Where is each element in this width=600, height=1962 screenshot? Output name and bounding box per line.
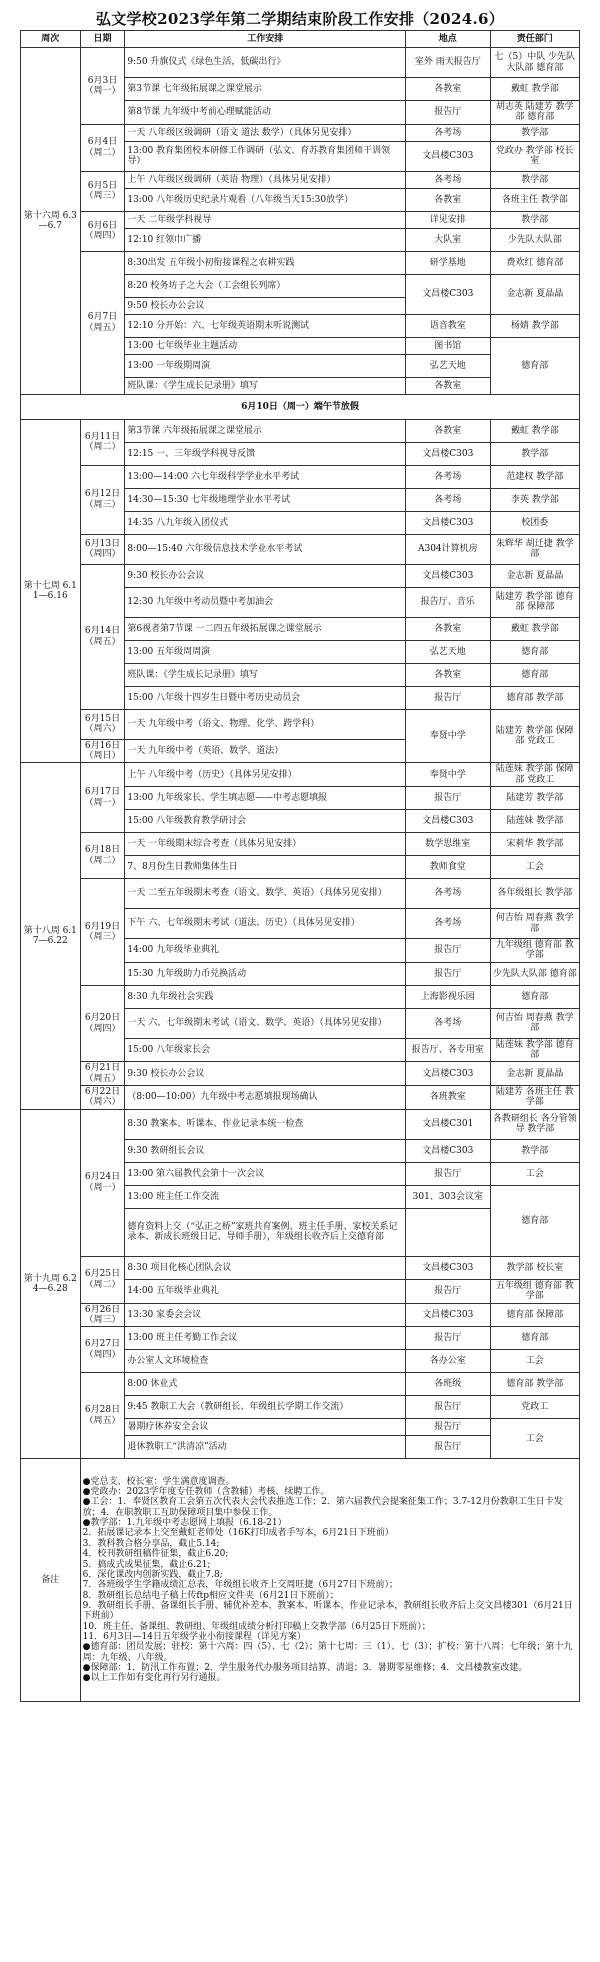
location-cell: 报告厅 bbox=[406, 101, 490, 125]
dept-cell: 七（5）中队 少先队大队部 德育部 bbox=[490, 48, 579, 78]
date-cell: 6月25日（周二） bbox=[80, 1256, 125, 1303]
location-cell: 报告厅、音乐 bbox=[406, 587, 490, 617]
dept-cell: 德育部 教学部 bbox=[490, 686, 579, 709]
task-cell: 一天 九年级中考（英语、数学、道法） bbox=[125, 739, 406, 763]
dept-cell: 金志新 夏晶晶 bbox=[490, 1062, 579, 1086]
table-row bbox=[21, 419, 580, 442]
task-cell: 8:30 项目化核心团队会议 bbox=[125, 1256, 406, 1279]
task-cell: 第8节课 九年级中考前心理赋能活动 bbox=[125, 101, 406, 125]
task-cell: 8:00—15:40 六年级信息技术学业水平考试 bbox=[125, 534, 406, 564]
header-dept: 责任部门 bbox=[490, 31, 579, 48]
location-cell: 各考场 bbox=[406, 909, 490, 939]
location-cell: 文昌楼C303 bbox=[406, 810, 490, 833]
note-line: ●教学部：1.九年级中考志愿网上填报（6.18-21） bbox=[82, 1518, 287, 1529]
table-row bbox=[21, 465, 580, 488]
table-row bbox=[21, 709, 580, 739]
date-cell: 6月13日（周四） bbox=[80, 534, 125, 564]
location-cell: 研学基地 bbox=[406, 251, 490, 274]
table-row bbox=[21, 763, 580, 787]
location-cell: 各教室 bbox=[406, 377, 490, 394]
date-cell: 6月11日（周二） bbox=[80, 419, 125, 465]
location-cell: 语音教室 bbox=[406, 314, 490, 337]
location-cell: 奉贤中学 bbox=[406, 709, 490, 763]
task-cell: 13:00—14:00 六七年级科学学业水平考试 bbox=[125, 465, 406, 488]
table-row bbox=[21, 833, 580, 856]
note-line: ●德育部：团员发展；驻校：第十六周：四（5）、七（2）；第十七周：三（1）、七（3）；扩校：第十八周：七年级；第十九周：九年级、八年级。 bbox=[82, 1642, 573, 1663]
dept-cell: 少先队大队部 德育部 bbox=[490, 962, 579, 985]
task-cell: 一天 一年级期末综合考查（具体另见安排） bbox=[125, 833, 406, 856]
schedule-body bbox=[21, 48, 580, 1702]
date-cell: 6月18日（周二） bbox=[80, 833, 125, 879]
task-cell: 15:00 八年级教育教学研讨会 bbox=[125, 810, 406, 833]
date-cell: 6月24日（周一） bbox=[80, 1109, 125, 1256]
dept-cell: 德育部 bbox=[490, 1327, 579, 1350]
dept-cell: 教学部 bbox=[490, 442, 579, 465]
holiday-banner: 6月10日（周一）端午节放假 bbox=[21, 394, 580, 419]
week-cell: 第十六周 6.3—6.7 bbox=[21, 48, 81, 395]
note-line: 11．6月3日—14日五年级学业小衔接课程（详见方案） bbox=[82, 1631, 306, 1642]
note-line: 2．拓展课记录本上交至戴虹老师处（16K打印成者手写本，6月21日下班前） bbox=[82, 1528, 394, 1539]
table-row bbox=[21, 1303, 580, 1327]
dept-cell: 何吉怡 周春燕 教学部 bbox=[490, 1008, 579, 1038]
note-line: 8．教研组长总结电子稿上传ftp相应文件夹（6月21日下班前）； bbox=[82, 1590, 339, 1601]
dept-cell: 陆莲妹 教学部 bbox=[490, 810, 579, 833]
date-cell: 6月15日（周六） bbox=[80, 709, 125, 739]
dept-cell: 朱辉华 胡迁捷 教学部 bbox=[490, 534, 579, 564]
dept-cell: 党政办 教学部 校长室 bbox=[490, 141, 579, 171]
date-cell: 6月20日（周四） bbox=[80, 985, 125, 1062]
location-cell: 数学思维室 bbox=[406, 833, 490, 856]
task-cell: 8:00 休业式 bbox=[125, 1373, 406, 1396]
task-cell: 一天 二年级学科视导 bbox=[125, 211, 406, 228]
dept-cell: 工会 bbox=[490, 1350, 579, 1373]
location-cell: 各教室 bbox=[406, 78, 490, 101]
dept-cell: 金志新 夏晶晶 bbox=[490, 274, 579, 314]
dept-cell: 党政工 bbox=[490, 1396, 579, 1419]
location-cell: 教师食堂 bbox=[406, 856, 490, 879]
location-cell: 报告厅 bbox=[406, 686, 490, 709]
location-cell: 详见安排 bbox=[406, 211, 490, 228]
dept-cell: 少先队大队部 bbox=[490, 228, 579, 251]
dept-cell: 戴虹 教学部 bbox=[490, 419, 579, 442]
date-cell: 6月21日（周五） bbox=[80, 1062, 125, 1086]
page-title: 弘文学校2023学年第二学期结束阶段工作安排（2024.6） bbox=[95, 10, 505, 28]
dept-cell: 何吉怡 周春燕 教学部 bbox=[490, 909, 579, 939]
dept-cell: 陆建芳 教学部 bbox=[490, 787, 579, 810]
dept-cell: 宋莉华 教学部 bbox=[490, 833, 579, 856]
holiday-banner-row bbox=[21, 394, 580, 419]
task-cell: 上午 八年级中考（历史）（具体另见安排） bbox=[125, 763, 406, 787]
note-line: ●党总支、校长室：学生满意度调查。 bbox=[82, 1476, 235, 1487]
location-cell: 301、303会议室 bbox=[406, 1185, 490, 1208]
dept-cell: 教学部 校长室 bbox=[490, 1256, 579, 1279]
note-line: ●党政办：2023学年度专任教师（含教辅）考核、续聘工作。 bbox=[82, 1487, 330, 1498]
task-cell: 暑期疗休养安全会议 bbox=[125, 1419, 406, 1436]
task-cell: 9:45 教职工大会（教研组长、年级组长学期工作交流） bbox=[125, 1396, 406, 1419]
table-row bbox=[21, 1086, 580, 1110]
location-cell: 各考场 bbox=[406, 171, 490, 188]
dept-cell: 德育部 bbox=[490, 663, 579, 686]
dept-cell: 教学部 bbox=[490, 124, 579, 141]
location-cell: 各教室 bbox=[406, 663, 490, 686]
location-cell: 报告厅 bbox=[406, 787, 490, 810]
schedule-table bbox=[20, 30, 580, 1702]
date-cell: 6月16日（周日） bbox=[80, 739, 125, 763]
date-cell: 6月14日（周五） bbox=[80, 564, 125, 709]
task-cell: 13:00 九年级家长、学生填志愿——中考志愿填报 bbox=[125, 787, 406, 810]
note-line: ●工会：1．奉贤区教育工会第五次代表大会代表推选工作；2．第六届教代会提案征集工作；3.7-12月份教职工生日卡发放；4．在职教职工互助保障项目集中参保工作。 bbox=[82, 1497, 563, 1518]
note-line: 4．校刊教研组稿件征集，截止6.20; bbox=[82, 1549, 229, 1560]
dept-cell: 德育部 bbox=[490, 1185, 579, 1256]
location-cell bbox=[406, 1208, 490, 1256]
dept-cell: 工会 bbox=[490, 1162, 579, 1185]
task-cell: 第6视者第7节课 一二四五年级拓展课之课堂展示 bbox=[125, 617, 406, 640]
task-cell: 9:50 校长办公会议 bbox=[125, 297, 406, 314]
date-cell: 6月7日（周五） bbox=[80, 251, 125, 394]
location-cell: 报告厅 bbox=[406, 1162, 490, 1185]
table-row bbox=[21, 1256, 580, 1279]
dept-cell: 杨婧 教学部 bbox=[490, 314, 579, 337]
location-cell: 弘艺天地 bbox=[406, 354, 490, 377]
location-cell: 图书馆 bbox=[406, 337, 490, 354]
location-cell: 各班教室 bbox=[406, 1086, 490, 1110]
task-cell: 13:30 家委会会议 bbox=[125, 1303, 406, 1327]
task-cell: 7、8月份生日教师集体生日 bbox=[125, 856, 406, 879]
task-cell: 办公室人文环境检查 bbox=[125, 1350, 406, 1373]
table-row bbox=[21, 879, 580, 909]
dept-cell: 工会 bbox=[490, 856, 579, 879]
task-cell: 13:00 一年级期周演 bbox=[125, 354, 406, 377]
dept-cell: 德育部 bbox=[490, 337, 579, 394]
date-cell: 6月6日（周四） bbox=[80, 211, 125, 251]
location-cell: 弘艺天地 bbox=[406, 640, 490, 663]
table-header-row bbox=[21, 31, 580, 48]
note-line: 9．教研组长手册、备课组长手册、辅优补差本、教案本、听课本、作业记录本，教研组长收齐后上交文昌楼301（6月21日下班前） bbox=[82, 1600, 573, 1622]
table-row bbox=[21, 1327, 580, 1350]
location-cell: 报告厅 bbox=[406, 1419, 490, 1436]
note-line: ●以上工作如有变化再行另行通报。 bbox=[82, 1673, 226, 1684]
location-cell: 报告厅、各专用室 bbox=[406, 1038, 490, 1062]
dept-cell: 戴虹 教学部 bbox=[490, 617, 579, 640]
dept-cell: 德育部 保障部 bbox=[490, 1303, 579, 1327]
task-cell: 一天 八年级区级调研（语文 道法 数学）（具体另见安排） bbox=[125, 124, 406, 141]
task-cell: 13:00 第六届教代会第十一次会议 bbox=[125, 1162, 406, 1185]
task-cell: 退休教职工“洪清凉”活动 bbox=[125, 1436, 406, 1459]
date-cell: 6月3日（周一） bbox=[80, 48, 125, 125]
task-cell: 9:30 校长办公会议 bbox=[125, 564, 406, 587]
notes-cell bbox=[80, 1459, 579, 1702]
notes-label: 备注 bbox=[21, 1459, 81, 1702]
location-cell: 报告厅 bbox=[406, 962, 490, 985]
task-cell: 德育资料上交（“弘正之桥”家班共育案例、班主任手册、家校关系记录本、新成长班级日记、导师手册），年级组长收齐后上交德育部 bbox=[125, 1208, 406, 1256]
date-cell: 6月5日（周三） bbox=[80, 171, 125, 211]
dept-cell: 胡志英 陆建芳 教学部 德育部 bbox=[490, 101, 579, 125]
task-cell: 班队课：《学生成长记录册》填写 bbox=[125, 663, 406, 686]
notes-row bbox=[21, 1459, 580, 1702]
week-cell: 第十九周 6.24—6.28 bbox=[21, 1109, 81, 1458]
table-row bbox=[21, 985, 580, 1008]
location-cell: 各教室 bbox=[406, 617, 490, 640]
location-cell: 各考场 bbox=[406, 124, 490, 141]
task-cell: 14:35 八九年级入团仪式 bbox=[125, 511, 406, 534]
location-cell: 报告厅 bbox=[406, 1327, 490, 1350]
note-line: ●保障部：1．防汛工作布置；2．学生服务代办服务项目结算、清退；3．暑期零星维修；4．文昌楼教室改建。 bbox=[82, 1662, 528, 1673]
task-cell: 13:00 教育集团校本研修工作调研（弘文、育苏教育集团师干训领导） bbox=[125, 141, 406, 171]
date-cell: 6月28日（周五） bbox=[80, 1373, 125, 1459]
dept-cell: 九年级组 德育部 教学部 bbox=[490, 939, 579, 963]
header-date: 日期 bbox=[80, 31, 125, 48]
dept-cell: 各年级组长 教学部 bbox=[490, 879, 579, 909]
location-cell: 文昌楼C303 bbox=[406, 442, 490, 465]
task-cell: 15:00 八年级十四岁生日暨中考历史动员会 bbox=[125, 686, 406, 709]
location-cell: 文昌楼C303 bbox=[406, 1303, 490, 1327]
task-cell: 上午 八年级区级调研（英语 物理）（具体另见安排） bbox=[125, 171, 406, 188]
note-line: 7．各班级学生学籍成绩汇总表，年级组长收齐上交周旺捷（6月27日下班前）； bbox=[82, 1580, 399, 1591]
week-cell: 第十七周 6.11—6.16 bbox=[21, 419, 81, 763]
location-cell: 上海影视乐园 bbox=[406, 985, 490, 1008]
dept-cell: 各教研组长 各分管领导 教学部 bbox=[490, 1109, 579, 1139]
location-cell: 文昌楼C301 bbox=[406, 1109, 490, 1139]
task-cell: 12:10 红领巾广播 bbox=[125, 228, 406, 251]
task-cell: 下午 六、七年级期末考试（道法、历史）（具体另见安排） bbox=[125, 909, 406, 939]
header-task: 工作安排 bbox=[125, 31, 406, 48]
task-cell: （8:00—10:00）九年级中考志愿填报现场确认 bbox=[125, 1086, 406, 1110]
task-cell: 15:00 八年级家长会 bbox=[125, 1038, 406, 1062]
header-location: 地点 bbox=[406, 31, 490, 48]
task-cell: 12:30 九年级中考动员暨中考加油会 bbox=[125, 587, 406, 617]
location-cell: 文昌楼C303 bbox=[406, 1139, 490, 1162]
task-cell: 9:30 教研组长会议 bbox=[125, 1139, 406, 1162]
task-cell: 13:00 班主任工作交流 bbox=[125, 1185, 406, 1208]
note-line: 6．深化课改内创新实践，截止7.8; bbox=[82, 1569, 223, 1580]
location-cell: 各考场 bbox=[406, 465, 490, 488]
task-cell: 一天 六、七年级期末考试（语文、数学、英语）（具体另见安排） bbox=[125, 1008, 406, 1038]
task-cell: 一天 九年级中考（语文、物理、化学、跨学科） bbox=[125, 709, 406, 739]
task-cell: 8:20 校务坊子之大会（工会组长列席） bbox=[125, 274, 406, 297]
dept-cell: 陆建芳 教学部 德育部 保障部 bbox=[490, 587, 579, 617]
location-cell: 各教室 bbox=[406, 419, 490, 442]
dept-cell: 戴虹 教学部 bbox=[490, 78, 579, 101]
task-cell: 8:30 教案本、听课本、作业记录本统一检查 bbox=[125, 1109, 406, 1139]
dept-cell: 陆建芳 各班主任 教学部 bbox=[490, 1086, 579, 1110]
dept-cell: 费欢红 德育部 bbox=[490, 251, 579, 274]
task-cell: 第3节课 六年级拓展课之课堂展示 bbox=[125, 419, 406, 442]
task-cell: 14:00 五年级毕业典礼 bbox=[125, 1279, 406, 1303]
dept-cell: 李英 教学部 bbox=[490, 488, 579, 511]
table-row bbox=[21, 564, 580, 587]
dept-cell: 教学部 bbox=[490, 171, 579, 188]
date-cell: 6月4日（周二） bbox=[80, 124, 125, 171]
table-row bbox=[21, 211, 580, 228]
dept-cell: 范建权 教学部 bbox=[490, 465, 579, 488]
location-cell: 各班级 bbox=[406, 1373, 490, 1396]
table-row bbox=[21, 1062, 580, 1086]
dept-cell: 德育部 bbox=[490, 640, 579, 663]
location-cell: 报告厅 bbox=[406, 1396, 490, 1419]
location-cell: 各办公室 bbox=[406, 1350, 490, 1373]
note-line: 5．搞成式成果征集，截止6.21; bbox=[82, 1559, 211, 1570]
location-cell: 室外 雨天报告厅 bbox=[406, 48, 490, 78]
location-cell: 文昌楼C303 bbox=[406, 141, 490, 171]
task-cell: 一天 二至五年级期末考查（语文、数学、英语）（具体另见安排） bbox=[125, 879, 406, 909]
task-cell: 8:30出发 五年级小初衔接课程之农耕实践 bbox=[125, 251, 406, 274]
dept-cell: 工会 bbox=[490, 1419, 579, 1459]
location-cell: 各考场 bbox=[406, 1008, 490, 1038]
header-week: 周次 bbox=[21, 31, 81, 48]
task-cell: 12:15 一、三年级学科视导反馈 bbox=[125, 442, 406, 465]
task-cell: 13:00 班主任考勤工作会议 bbox=[125, 1327, 406, 1350]
table-row bbox=[21, 124, 580, 141]
table-row bbox=[21, 1109, 580, 1139]
date-cell: 6月17日（周一） bbox=[80, 763, 125, 833]
location-cell: 报告厅 bbox=[406, 1436, 490, 1459]
dept-cell: 陆莲妹 教学部 保障部 党政工 bbox=[490, 763, 579, 787]
location-cell: 各考场 bbox=[406, 488, 490, 511]
dept-cell: 陆莲妹 教学部 德育部 bbox=[490, 1038, 579, 1062]
location-cell: 文昌楼C303 bbox=[406, 511, 490, 534]
dept-cell: 德育部 bbox=[490, 985, 579, 1008]
dept-cell: 教学部 bbox=[490, 211, 579, 228]
dept-cell: 金志新 夏晶晶 bbox=[490, 564, 579, 587]
dept-cell: 五年级组 德育部 教学部 bbox=[490, 1279, 579, 1303]
task-cell: 13:00 五年级周周演 bbox=[125, 640, 406, 663]
week-cell: 第十八周 6.17—6.22 bbox=[21, 763, 81, 1109]
dept-cell: 教学部 bbox=[490, 1139, 579, 1162]
task-cell: 班队课：《学生成长记录册》填写 bbox=[125, 377, 406, 394]
location-cell: A304计算机房 bbox=[406, 534, 490, 564]
dept-cell: 德育部 教学部 bbox=[490, 1373, 579, 1396]
task-cell: 14:30—15:30 七年级地理学业水平考试 bbox=[125, 488, 406, 511]
location-cell: 文昌楼C303 bbox=[406, 564, 490, 587]
location-cell: 大队室 bbox=[406, 228, 490, 251]
table-row bbox=[21, 251, 580, 274]
task-cell: 8:30 九年级社会实践 bbox=[125, 985, 406, 1008]
task-cell: 第3节课 七年级拓展课之课堂展示 bbox=[125, 78, 406, 101]
location-cell: 各考场 bbox=[406, 879, 490, 909]
location-cell: 各教室 bbox=[406, 188, 490, 211]
task-cell: 13:00 八年级历史纪录片观看（八年级当天15:30放学） bbox=[125, 188, 406, 211]
table-row bbox=[21, 534, 580, 564]
task-cell: 12:10 分开始：六、七年级英语期末听说测试 bbox=[125, 314, 406, 337]
date-cell: 6月19日（周三） bbox=[80, 879, 125, 986]
location-cell: 文昌楼C303 bbox=[406, 1062, 490, 1086]
note-line: 3．教科教合格分享品，截止5.14; bbox=[82, 1538, 220, 1549]
location-cell: 奉贤中学 bbox=[406, 763, 490, 787]
dept-cell: 各班主任 教学部 bbox=[490, 188, 579, 211]
task-cell: 14:00 九年级毕业典礼 bbox=[125, 939, 406, 963]
task-cell: 9:30 校长办公会议 bbox=[125, 1062, 406, 1086]
date-cell: 6月26日（周三） bbox=[80, 1303, 125, 1327]
location-cell: 文昌楼C303 bbox=[406, 274, 490, 314]
table-row bbox=[21, 48, 580, 78]
task-cell: 9:50 升旗仪式《绿色生活，低碳出行》 bbox=[125, 48, 406, 78]
note-line: 10．班主任、备课组、教研组、年级组成绩分析打印稿上交教学部（6月25日下班前）； bbox=[82, 1621, 431, 1632]
location-cell: 文昌楼C303 bbox=[406, 1256, 490, 1279]
table-row bbox=[21, 1373, 580, 1396]
location-cell: 报告厅 bbox=[406, 939, 490, 963]
task-cell: 15:30 九年级助力币兑换活动 bbox=[125, 962, 406, 985]
table-row bbox=[21, 171, 580, 188]
date-cell: 6月22日（周六） bbox=[80, 1086, 125, 1110]
date-cell: 6月12日（周三） bbox=[80, 465, 125, 534]
dept-cell: 校团委 bbox=[490, 511, 579, 534]
location-cell: 报告厅 bbox=[406, 1279, 490, 1303]
dept-cell: 陆建芳 教学部 保障部 党政工 bbox=[490, 709, 579, 763]
date-cell: 6月27日（周四） bbox=[80, 1327, 125, 1373]
task-cell: 13:00 七年级毕业主题活动 bbox=[125, 337, 406, 354]
